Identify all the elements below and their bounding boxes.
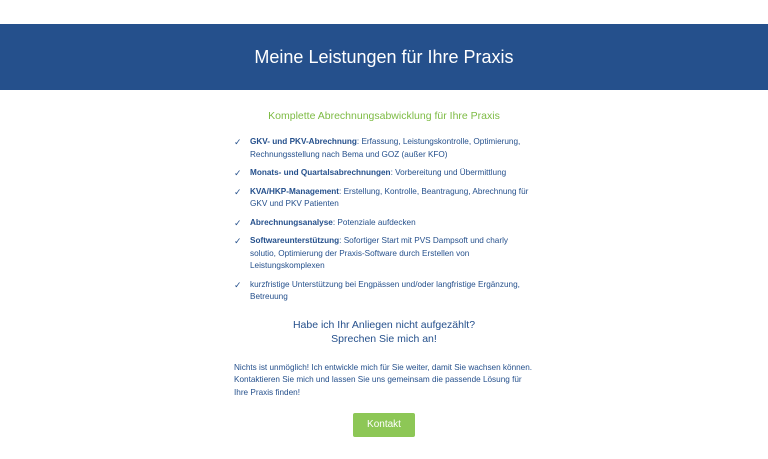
- service-item-abrechnungsanalyse: [234, 217, 534, 230]
- contact-button[interactable]: Kontakt: [353, 413, 415, 437]
- service-item-gkv-pkv: [234, 136, 534, 161]
- services-section: [234, 90, 534, 437]
- service-title: KVA/HKP-Management: [250, 186, 340, 196]
- service-text: [250, 217, 534, 230]
- service-description: : Vorbereitung und Übermittlung: [390, 168, 507, 177]
- check-icon: ✓: [234, 279, 242, 290]
- check-icon: ✓: [234, 168, 242, 178]
- check-icon: ✓: [234, 137, 242, 147]
- service-text: [250, 167, 534, 180]
- question-line-1: Habe ich Ihr Anliegen nicht aufgezählt?: [292, 318, 476, 331]
- service-title: Abrechnungsanalyse: [250, 217, 333, 227]
- services-list: [234, 136, 534, 304]
- service-item-kva-hkp: [234, 186, 534, 211]
- check-icon: ✓: [234, 217, 242, 228]
- service-description: : Erstellung, Kontrolle, Beantragung, Abrechnung für GKV und PKV Patienten: [250, 186, 529, 208]
- service-text: [250, 186, 534, 211]
- service-description: kurzfristige Unterstützung bei Engpässen und/oder langfristige Ergänzung, Betreuung: [250, 279, 520, 301]
- top-spacer: [0, 0, 768, 24]
- check-icon: ✓: [234, 186, 242, 197]
- service-item-kurzfristige-unterstuetzung: [234, 279, 534, 304]
- contact-question: [234, 318, 534, 346]
- service-title: Monats- und Quartalsabrechnungen: [250, 168, 391, 177]
- service-item-softwareunterstuetzung: [234, 235, 534, 273]
- service-description: : Erfassung, Leistungskontrolle, Optimierung, Rechnungsstellung nach Bema und GOZ (außer KFO): [250, 137, 521, 159]
- service-item-monats-quartal: [234, 167, 534, 180]
- closing-paragraph: Nichts ist unmöglich! Ich entwickle mich für Sie weiter, damit Sie wachsen können. Kontaktieren Sie mich und lassen Sie uns gemeinsam die passende Lösung für Ihre Praxis finden!: [234, 362, 533, 397]
- section-subtitle: Komplette Abrechnungsabwicklung für Ihre Praxis: [268, 110, 500, 122]
- hero-banner: [0, 24, 768, 90]
- cta-container: [234, 413, 534, 437]
- page-title: Meine Leistungen für Ihre Praxis: [254, 46, 514, 67]
- service-description: : Sofortiger Start mit PVS Dampsoft und charly solutio, Optimierung der Praxis-Software durch Erstellen von Leistungskomplexen: [250, 236, 508, 270]
- service-title: Softwareunterstützung: [250, 236, 340, 245]
- service-text: [250, 235, 534, 273]
- service-text: [250, 136, 534, 161]
- service-description: : Potenziale aufdecken: [332, 217, 416, 227]
- question-line-2: Sprechen Sie mich an!: [331, 332, 437, 345]
- check-icon: ✓: [234, 236, 242, 246]
- service-title: GKV- und PKV-Abrechnung: [250, 137, 357, 146]
- service-text: [250, 279, 534, 304]
